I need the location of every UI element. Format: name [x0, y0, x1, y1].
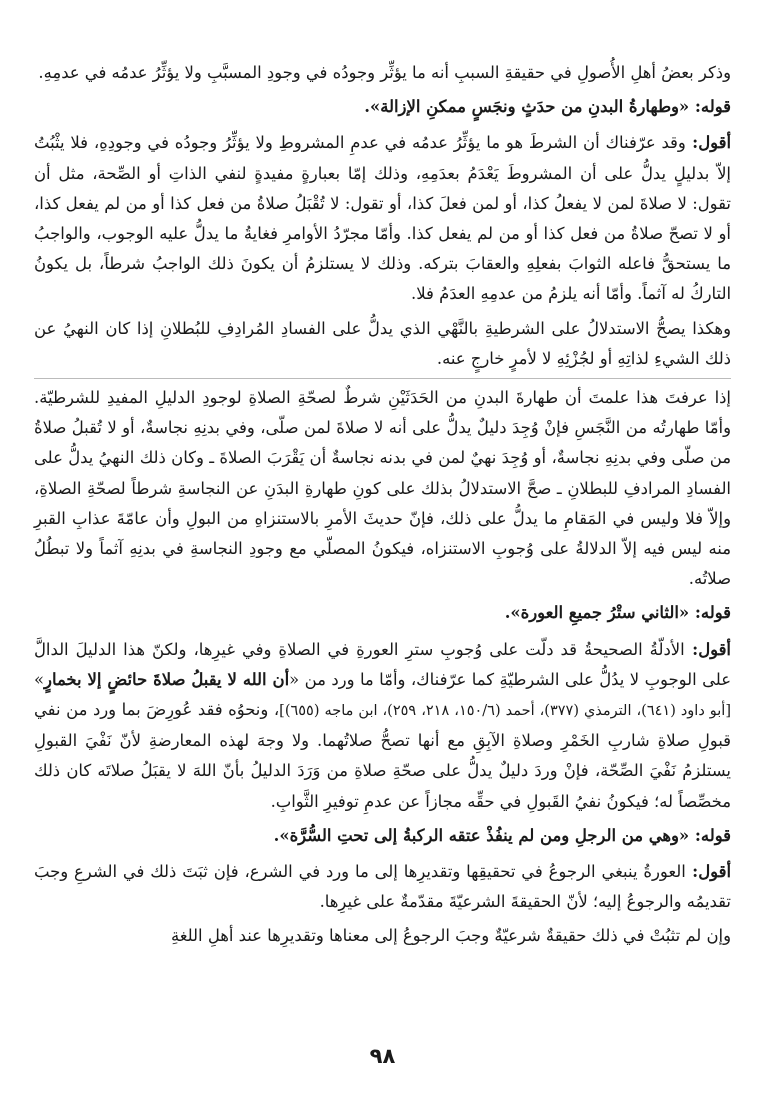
heading-purity	[34, 92, 731, 122]
text-run: العورةُ ينبغي الرجوعُ في تحقيقِها وتقديرِها إلى ما ورد في الشرع، فإن ثبَتَ ذلك في الشرعِ وجبَ تقديمُه والرجوعُ إليه؛ لأنّ الحقيقةَ الشرعيّةَ مقدّمةٌ على غيرِها.	[34, 862, 731, 912]
text-run: إذا عرفتَ هذا علمتَ أن طهارةَ البدنِ من الحَدَثَيْنِ شرطٌ لصحّةِ الصلاةِ لوجودِ الدليلِ المفيدِ للشرطيّة. وأمّا طهارتُه من النَّجَسِ فإنْ وُجِدَ دليلٌ يدلُّ على أنه لا صلاةَ لمن صلّى، وفي بدنِهِ نجاسةٌ، أو لا تُقبلُ صلاةُ من صلّى وفي بدنِهِ نجاسةٌ، أو وُجِدَ نهيٌ لمن في بدنه نجاسةٌ أن يَقْرَبَ الصلاةَ ـ وكان ذلك النهيُ يدلُّ على الفسادِ المرادفِ للبطلانِ ـ صحَّ الاستدلالُ بذلك على كونِ طهارةِ البدَنِ عن النجاسةِ شرطاً لصحّةِ الصلاةِ، وإلاّ فلا وليس في المَقامِ ما يدلُّ على ذلك، فإنّ حديثَ الأمرِ بالاستنزاهِ من البولِ وأن عامّةَ عذابِ القبرِ منه ليس فيه إلاّ الدلالةُ على وُجوبِ الاستنزاه، فيكونُ المصلّي مع وجودِ النجاسةِ في بدنِهِ آثماً ولا تبطُلُ صلاتُه.	[34, 388, 731, 589]
bold-text: أن الله لا يقبلُ صلاةَ حائضٍ إلا بخمارٍ	[44, 669, 290, 689]
paragraph-closing	[34, 921, 731, 951]
page-number: ٩٨	[369, 1044, 396, 1068]
bold-text: قوله: «الثاني ستْرُ جميعِ العورة».	[504, 603, 731, 623]
heading-covering	[34, 598, 731, 628]
text-run: وإن لم تثبُتْ في ذلك حقيقةٌ شرعيّةٌ وجبَ الرجوعُ إلى معناها وتقديرِها عند أهلِ اللغةِ	[170, 926, 731, 946]
heading-awra-limits	[34, 821, 731, 851]
page-body	[34, 58, 731, 952]
citation: [أبو داود (٦٤١)، الترمذي (٣٧٧)، أحمد (١٥٠/٦، ٢١٨، ٢٥٩)، ابن ماجه (٦٥٥)]	[279, 703, 731, 720]
paragraph-intro	[34, 58, 731, 88]
bold-text: أقول:	[685, 862, 731, 882]
text-run: »	[34, 669, 45, 689]
bold-text: قوله: «وطهارةُ البدنِ من حدَثٍ ونجَسٍ ممكنِ الإزالة».	[364, 97, 731, 117]
text-run: وقد عرّفناك أن الشرطَ هو ما يؤثِّرُ عدمُه في عدمِ المشروطِ ولا يؤثِّرُ وجودُه في وجودِهِ، فلا يثْبُتُ إلاّ بدليلٍ يدلُّ على أن المشروطَ يَعْدَمُ بعدَمِهِ، وذلك إمّا بعبارةٍ مفيدةٍ لنفي الذاتِ أو الصِّحة، مثل أن تقول: لا صلاةَ لمن لا يفعلُ كذا، أو لمن فعلَ كذا، أو تقول: لا تُقْبَلُ صلاةُ من فعل كذا أو من لم يفعل كذا، أو لا تصحّ صلاةُ من فعل كذا أو من لم يفعل كذا. وأمّا مجرّدُ الأوامرِ فغايةُ ما يدلُّ عليه الوجوب، والواجبُ ما يستحقُّ فاعله الثوابَ بفعلِهِ والعقابَ بتركه. وذلك لا يستلزمُ أن يكونَ ذلك الواجبُ شرطاً، بل يكونُ التاركُ له آثماً. وأمّا أنه يلزمُ من عدمِهِ العدَمُ فلا.	[34, 133, 731, 304]
text-run: الأدلّةُ الصحيحةُ قد دلّت على وُجوبِ سترِ العورةِ في الصلاةِ وفي غيرِها، ولكنّ هذا الدليلَ الدالَّ على الوجوبِ لا يدُلُّ على الشرطيّةِ كما عرّفناك، وأمّا ما ورد من «	[34, 639, 731, 689]
bold-text: قوله: «وهي من الرجلِ ومن لم ينفُذْ عتقه الركبةُ إلى تحتِ السُّرَّة».	[273, 825, 731, 845]
paragraph-answer-3	[34, 857, 731, 917]
text-run: وهكذا يصحُّ الاستدلالُ على الشرطيةِ بالنَّهْي الذي يدلُّ على الفسادِ المُرادِفِ للبُطلانِ إذا كان النهيُ عن ذلك الشيءِ لذاتِهِ أو لجُزْئِهِ لا لأمرٍ خارجٍ عنه.	[34, 318, 731, 368]
paragraph-conclusion	[34, 378, 731, 594]
bold-text: أقول:	[685, 133, 731, 153]
bold-text: أقول:	[684, 639, 731, 659]
paragraph-answer-1	[34, 128, 731, 309]
text-run: وذكر بعضُ أهلِ الأُصولِ في حقيقةِ السببِ أنه ما يؤثِّر وجودُه في وجودِ المسبَّبِ ولا يؤثِّرُ عدمُه في عدمِهِ.	[38, 63, 731, 82]
paragraph-prohibition	[34, 314, 731, 374]
text-run: ، ونحوُه فقد عُورِضَ بما ورد من نفي قبولِ صلاةِ شاربِ الخَمْرِ وصلاةِ الآبِقِ مع أنها تصحُّ صلاتُهما. ولا وجهَ لهذه المعارضةِ لأنّ نَفْيَ القبولِ يستلزمُ نَفْيَ الصِّحّة، فإنْ وردَ دليلٌ يدلُّ على صحّةِ صلاةِ من وَرَدَ الدليلُ بأنّ اللهَ لا يقبَلُ صلاتَه كان ذلك مخصِّصاً له؛ فيكونُ نفيُ القَبولِ في حقِّه مجازاً عن عدمِ توفيرِ الثَّوابِ.	[34, 700, 731, 811]
paragraph-answer-2	[34, 635, 731, 817]
